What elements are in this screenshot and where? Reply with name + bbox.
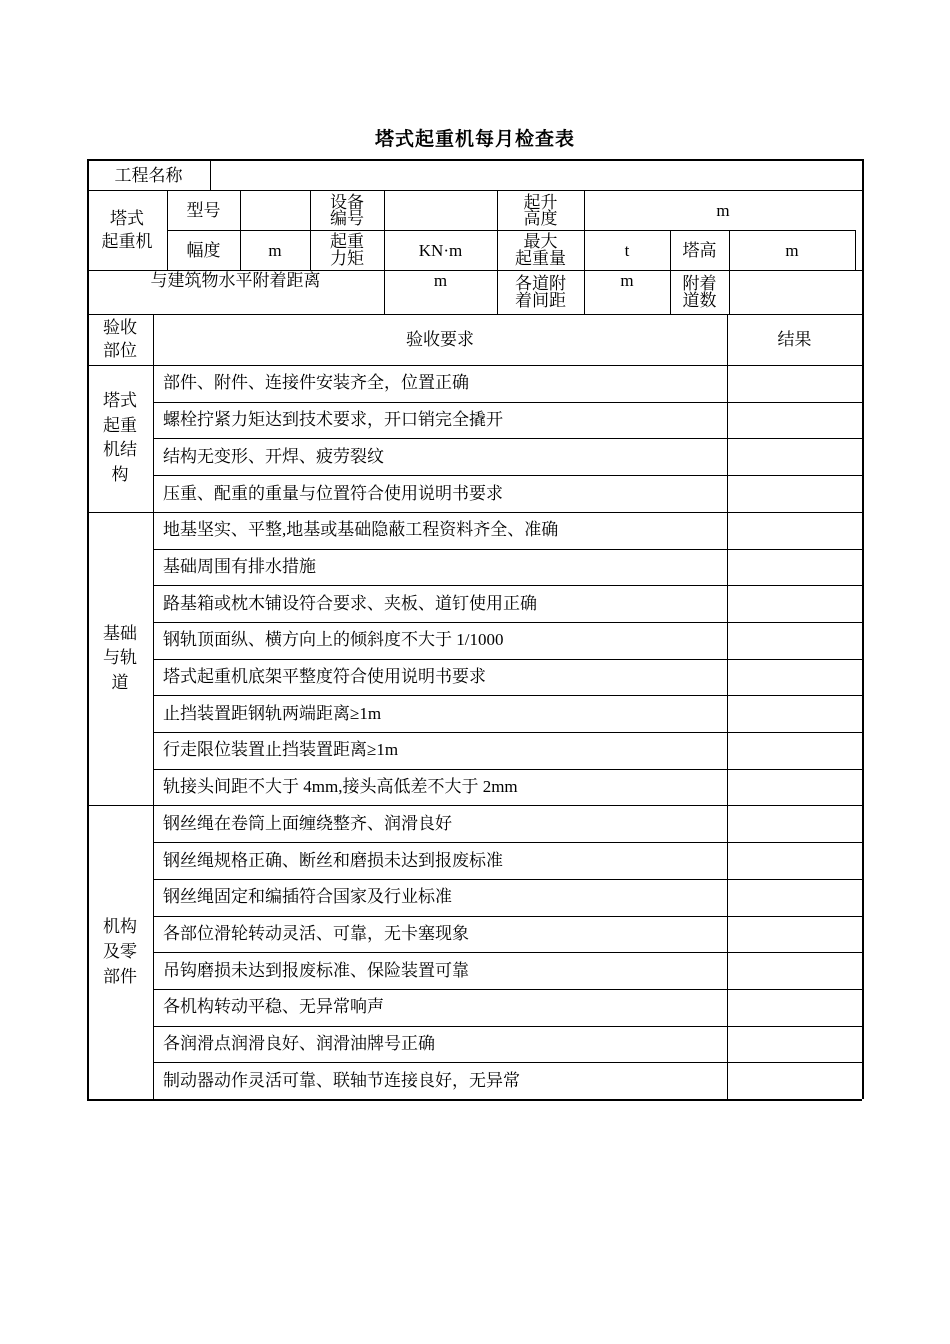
result-cell[interactable] bbox=[727, 769, 862, 806]
result-column-header: 结果 bbox=[777, 329, 812, 349]
device-no-value[interactable] bbox=[384, 191, 497, 231]
tower-height-label: 塔高 bbox=[682, 240, 717, 260]
lift-height-label: 起升 高度 bbox=[523, 192, 558, 228]
requirement-item: 结构无变形、开焊、疲劳裂纹 bbox=[163, 446, 384, 466]
table-rule bbox=[210, 159, 211, 190]
result-cell[interactable] bbox=[727, 1026, 862, 1063]
device-no-label: 设备 编号 bbox=[330, 192, 364, 228]
requirement-item: 部件、附件、连接件安装齐全，位置正确 bbox=[163, 373, 469, 393]
result-cell[interactable] bbox=[727, 622, 862, 659]
requirement-item: 制动器动作灵活可靠、联轴节连接良好，无异常 bbox=[163, 1070, 520, 1090]
requirement-item: 各润滑点润滑良好、润滑油牌号正确 bbox=[163, 1034, 435, 1054]
result-cell[interactable] bbox=[727, 512, 862, 549]
attach-spacing-unit[interactable]: m bbox=[620, 271, 634, 290]
requirement-item: 地基坚实、平整,地基或基础隐蔽工程资料齐全、准确 bbox=[163, 520, 559, 540]
attach-spacing-label: 各道附 着间距 bbox=[515, 274, 566, 310]
result-cell[interactable] bbox=[727, 879, 862, 916]
section-label: 机构 及零 部件 bbox=[103, 917, 137, 986]
moment-unit[interactable]: KN·m bbox=[418, 240, 463, 260]
model-label: 型号 bbox=[186, 201, 221, 221]
attach-distance-label: 与建筑物水平附着距离 bbox=[150, 271, 321, 290]
table-rule bbox=[87, 270, 862, 271]
attach-distance-unit[interactable]: m bbox=[433, 271, 448, 290]
result-cell[interactable] bbox=[727, 989, 862, 1026]
table-rule bbox=[384, 190, 385, 314]
result-cell[interactable] bbox=[727, 402, 862, 439]
page-title: 塔式起重机每月检查表 bbox=[374, 129, 575, 150]
max-load-unit[interactable]: t bbox=[624, 240, 630, 260]
requirement-column-header: 验收要求 bbox=[406, 329, 474, 349]
table-rule bbox=[729, 230, 730, 314]
result-cell[interactable] bbox=[727, 585, 862, 622]
result-cell[interactable] bbox=[727, 365, 862, 402]
table-rule bbox=[310, 190, 311, 270]
requirement-item: 各机构转动平稳、无异常响声 bbox=[163, 997, 384, 1017]
moment-label: 起重 力矩 bbox=[330, 232, 364, 268]
requirement-item: 各部位滑轮转动灵活、可靠，无卡塞现象 bbox=[163, 923, 469, 943]
max-load-label: 最大 起重量 bbox=[515, 232, 566, 268]
result-cell[interactable] bbox=[727, 952, 862, 989]
section-label: 塔式 起重 机结 构 bbox=[103, 391, 137, 485]
attach-count-value[interactable] bbox=[729, 270, 862, 314]
project-name-value[interactable] bbox=[210, 160, 862, 191]
requirement-item: 基础周围有排水措施 bbox=[163, 556, 316, 576]
result-cell[interactable] bbox=[727, 732, 862, 769]
table-rule bbox=[855, 230, 856, 270]
table-rule bbox=[584, 190, 585, 314]
result-cell[interactable] bbox=[727, 438, 862, 475]
result-cell[interactable] bbox=[727, 842, 862, 879]
requirement-item: 路基箱或枕木铺设符合要求、夹板、道钉使用正确 bbox=[163, 593, 537, 613]
result-cell[interactable] bbox=[727, 475, 862, 512]
requirement-item: 钢丝绳规格正确、断丝和磨损未达到报废标准 bbox=[163, 850, 503, 870]
project-name-label: 工程名称 bbox=[114, 165, 183, 185]
requirement-item: 钢轨顶面纵、横方向上的倾斜度不大于 1/1000 bbox=[163, 630, 504, 650]
table-rule bbox=[87, 190, 862, 191]
table-rule bbox=[167, 190, 168, 270]
model-value[interactable] bbox=[240, 191, 310, 231]
result-cell[interactable] bbox=[727, 916, 862, 953]
result-cell[interactable] bbox=[727, 1062, 862, 1099]
requirement-item: 吊钩磨损未达到报废标准、保险装置可靠 bbox=[163, 960, 469, 980]
result-cell[interactable] bbox=[727, 695, 862, 732]
requirement-item: 螺栓拧紧力矩达到技术要求，开口销完全撬开 bbox=[163, 410, 503, 430]
table-rule bbox=[670, 230, 671, 314]
requirement-item: 钢丝绳在卷筒上面缠绕整齐、润滑良好 bbox=[163, 813, 452, 833]
result-cell[interactable] bbox=[727, 549, 862, 586]
table-rule bbox=[497, 190, 498, 314]
range-unit[interactable]: m bbox=[268, 240, 282, 260]
result-cell[interactable] bbox=[727, 659, 862, 696]
part-column-header: 验收 部位 bbox=[103, 317, 137, 360]
table-top-border bbox=[87, 159, 862, 161]
table-rule bbox=[167, 230, 855, 231]
requirement-item: 塔式起重机底架平整度符合使用说明书要求 bbox=[163, 667, 486, 687]
table-rule bbox=[240, 190, 241, 270]
lift-height-unit[interactable]: m bbox=[716, 201, 730, 221]
crane-label: 塔式 起重机 bbox=[101, 208, 153, 251]
requirement-item: 行走限位装置止挡装置距离≥1m bbox=[163, 740, 399, 760]
range-label: 幅度 bbox=[186, 240, 221, 260]
tower-height-unit[interactable]: m bbox=[785, 240, 799, 260]
requirement-item: 轨接头间距不大于 4mm,接头高低差不大于 2mm bbox=[163, 777, 518, 797]
table-right-border bbox=[862, 159, 864, 1099]
section-label: 基础 与轨 道 bbox=[103, 623, 137, 692]
requirement-item: 止挡装置距钢轨两端距离≥1m bbox=[163, 703, 382, 723]
table-bottom-border bbox=[87, 1099, 862, 1101]
attach-count-label: 附着 道数 bbox=[682, 274, 717, 310]
requirement-item: 钢丝绳固定和编插符合国家及行业标准 bbox=[163, 887, 452, 907]
result-cell[interactable] bbox=[727, 805, 862, 842]
requirement-item: 压重、配重的重量与位置符合使用说明书要求 bbox=[163, 483, 503, 503]
